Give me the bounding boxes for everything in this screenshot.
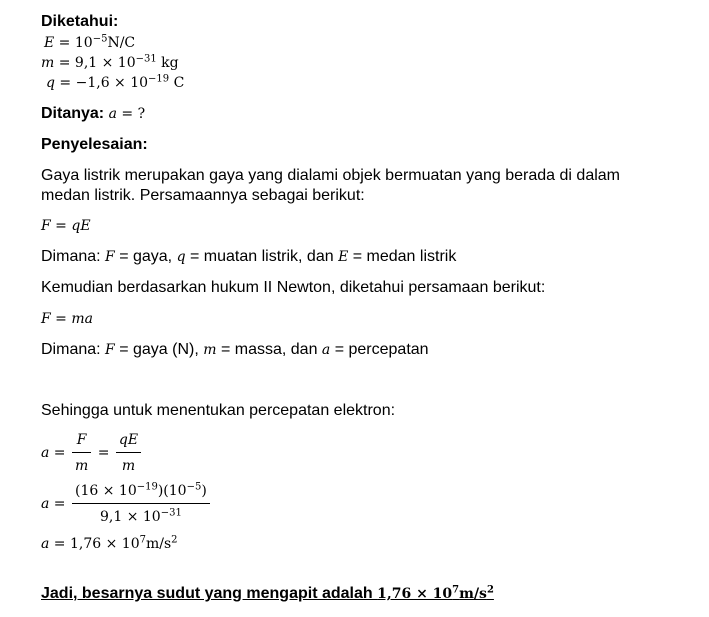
calc1 (41, 430, 143, 476)
E-exponent: −5 (92, 33, 108, 45)
conclusion-unit: m/s (459, 586, 487, 602)
where1-t2: = muatan listrik, dan (185, 248, 339, 265)
asked-label: Ditanya: (41, 105, 105, 122)
where2-prefix: Dimana: (41, 341, 106, 358)
calc1-denominator-2: m (121, 458, 136, 474)
calc3-exponent: 7 (139, 534, 146, 546)
calc2-num-a: (16 × 10 (75, 483, 137, 499)
calc3-value: = 1,76 × 10 (49, 536, 140, 552)
conclusion-text: Jadi, besarnya sudut yang mengapit adalah (41, 585, 378, 602)
fraction-substitution (72, 481, 210, 527)
where1-F: F (105, 249, 115, 265)
calc2-num-exp2: −5 (186, 481, 202, 493)
calc1-equals-2: = (93, 445, 114, 461)
m-exponent: −31 (135, 53, 157, 65)
conclusion-unit-exp: 2 (486, 584, 494, 596)
calc2-denominator (72, 504, 210, 527)
conclusion-value-exp: 7 (452, 584, 460, 596)
calc2-numerator (72, 481, 210, 504)
calc2-num-c: ) (201, 483, 207, 499)
q-unit: C (169, 75, 185, 91)
q-symbol: q (46, 75, 55, 91)
m-value: = 9,1 × 10 (54, 55, 136, 71)
where2-t2: = massa, dan (216, 341, 322, 358)
eq2-F: F (41, 311, 51, 327)
where1 (41, 247, 456, 267)
para3: Sehingga untuk menentukan percepatan elektron: (41, 402, 396, 419)
calc1-denominator: m (75, 458, 89, 474)
conclusion-value: 1,76 × 10 (377, 586, 453, 602)
para1: Gaya listrik merupakan gaya yang dialami objek bermuatan yang berada di dalam (41, 167, 620, 184)
where2-t3: = percepatan (330, 341, 429, 358)
para1b: medan listrik. Persamaannya sebagai berikut: (41, 187, 365, 204)
asked-line (41, 104, 145, 124)
E-value: = 10 (54, 35, 93, 51)
E-unit: N/C (107, 35, 136, 51)
asked-var: a (108, 106, 117, 122)
q-value: = −1,6 × 10 (54, 75, 149, 91)
calc3-unit-exponent: 2 (171, 534, 178, 546)
where2-F: F (105, 342, 115, 358)
calc3 (41, 534, 178, 554)
eq1-F: F (41, 218, 51, 234)
eq2-equals: = (50, 311, 72, 327)
equation-F-ma (41, 309, 93, 329)
where2 (41, 340, 429, 360)
calc1-equals: = (49, 445, 70, 461)
equation-F-qE (41, 216, 91, 236)
where1-t1: = gaya, (114, 248, 177, 265)
para2: Kemudian berdasarkan hukum II Newton, diketahui persamaan berikut: (41, 279, 546, 296)
calc2-den-exp: −31 (160, 507, 182, 519)
conclusion-value-wrap (377, 586, 494, 602)
solution-heading: Penyelesaian: (41, 136, 148, 153)
calc1-numerator-2: qE (116, 430, 141, 453)
known-m (41, 53, 179, 73)
calc1-a: a (41, 445, 50, 461)
where2-a: a (321, 342, 331, 358)
asked-rest: = ? (116, 106, 146, 122)
conclusion (41, 584, 494, 604)
known-E (44, 33, 135, 53)
where1-t3: = medan listrik (348, 248, 457, 265)
eq1-qE: qE (71, 218, 91, 234)
m-symbol: m (41, 55, 55, 71)
where1-q: q (176, 249, 186, 265)
calc3-unit: m/s (145, 536, 172, 552)
where2-m: m (203, 342, 217, 358)
calc2-num-b: )(10 (157, 483, 187, 499)
where2-t1: = gaya (N), (114, 341, 204, 358)
known-q (46, 73, 184, 93)
calc1-numerator: F (72, 430, 91, 453)
eq2-ma: ma (71, 311, 93, 327)
fraction-F-over-m (72, 430, 91, 476)
q-exponent: −19 (148, 73, 170, 85)
calc2 (41, 481, 212, 527)
calc2-a: a (41, 496, 50, 512)
where1-E: E (338, 249, 349, 265)
known-heading: Diketahui: (41, 13, 119, 30)
calc3-a: a (41, 536, 50, 552)
fraction-qE-over-m (116, 430, 141, 476)
m-unit: kg (156, 55, 179, 71)
calc2-equals: = (49, 496, 70, 512)
where1-prefix: Dimana: (41, 248, 106, 265)
calc2-den-a: 9,1 × 10 (99, 509, 161, 525)
eq1-equals: = (50, 218, 72, 234)
calc2-num-exp1: −19 (136, 481, 158, 493)
E-symbol: E (44, 35, 55, 51)
